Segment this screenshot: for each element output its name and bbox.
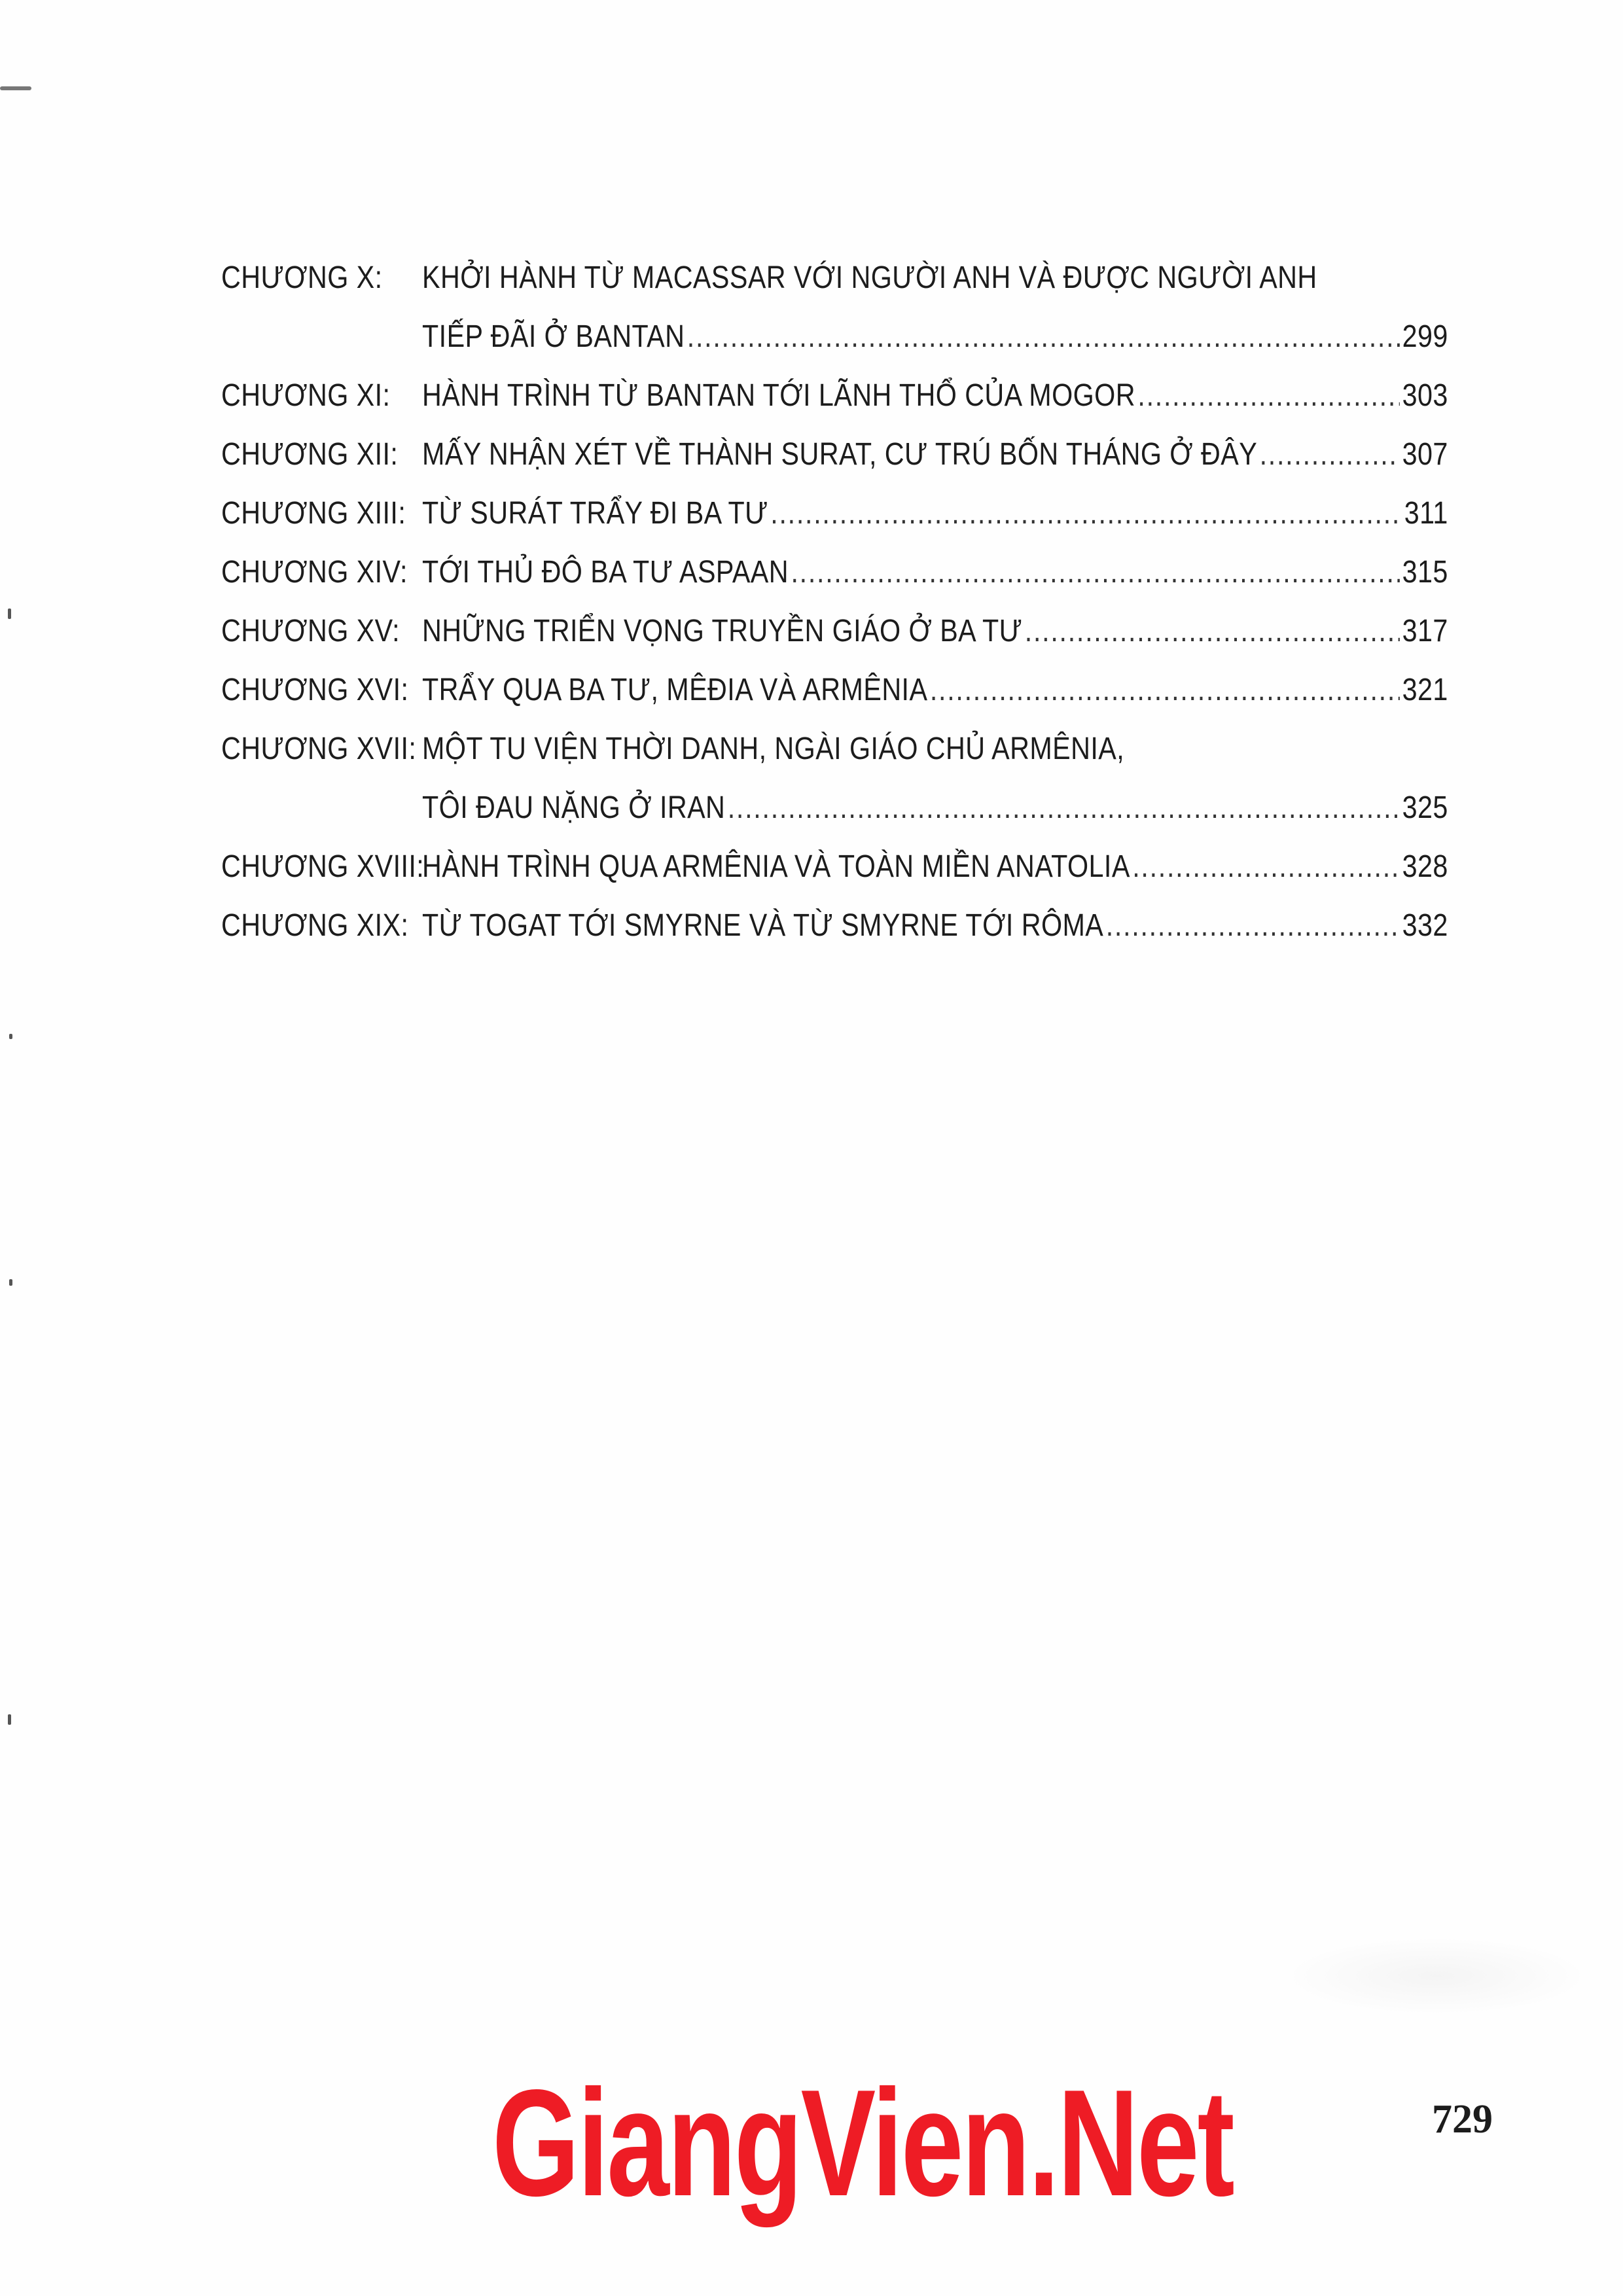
toc-entry-chapter-xi [221,366,1448,425]
chapter-title-line: KHỞI HÀNH TỪ MACASSAR VỚI NGƯỜI ANH VÀ ĐƯỢC NGƯỜI ANH [422,260,1317,295]
page-number: 315 [1402,555,1448,590]
chapter-title-line: MỘT TU VIỆN THỜI DANH, NGÀI GIÁO CHỦ ARMÊNIA, [422,732,1125,766]
page-number: 332 [1402,908,1448,943]
chapter-label: CHƯƠNG X: [221,260,383,295]
toc-entry-chapter-xvii [221,720,1448,838]
page-number: 307 [1402,437,1448,472]
chapter-label: CHƯƠNG XII: [221,437,399,472]
chapter-label: CHƯƠNG XVI: [221,673,409,707]
page-number: 317 [1402,614,1448,648]
toc-entry-chapter-xviii [221,838,1448,896]
scan-edge-mark [0,86,31,90]
watermark-logo: GiangVien.Net [492,2058,1233,2228]
dot-leader [1106,896,1400,955]
toc-entry-chapter-xiii [221,484,1448,543]
dot-leader [1137,366,1400,425]
chapter-title-line: TỚI THỦ ĐÔ BA TƯ ASPAAN [422,555,789,590]
toc-entry-chapter-xv [221,602,1448,661]
chapter-label: CHƯƠNG XI: [221,378,391,413]
chapter-title-line: TỪ SURÁT TRẨY ĐI BA TƯ [422,496,768,531]
dot-leader [1260,425,1400,484]
toc-entry-chapter-xix [221,896,1448,955]
dot-leader [1025,602,1400,661]
dot-leader [791,543,1400,602]
toc-entry-chapter-xiv [221,543,1448,602]
page-number: 303 [1402,378,1448,413]
chapter-label: CHƯƠNG XIII: [221,496,406,531]
scan-speck [8,1714,11,1725]
dot-leader [930,661,1400,720]
chapter-title-line: HÀNH TRÌNH TỪ BANTAN TỚI LÃNH THỔ CỦA MOGOR [422,378,1135,413]
chapter-label: CHƯƠNG XVII: [221,732,417,766]
page-number: 299 [1402,319,1448,354]
chapter-title-line: TIẾP ĐÃI Ở BANTAN [422,319,685,354]
table-of-contents [221,249,1465,955]
chapter-title-line: MẤY NHẬN XÉT VỀ THÀNH SURAT, CƯ TRÚ BỐN THÁNG Ở ĐÂY [422,437,1258,472]
chapter-title-line: TỪ TOGAT TỚI SMYRNE VÀ TỪ SMYRNE TỚI RÔMA [422,908,1104,943]
chapter-label: CHƯƠNG XV: [221,614,400,648]
chapter-label: CHƯƠNG XVIII: [221,849,425,884]
chapter-title-line: TÔI ĐAU NẶNG Ở IRAN [422,790,726,825]
scan-shadow [1283,1937,1590,2015]
dot-leader [728,779,1400,838]
chapter-label: CHƯƠNG XIX: [221,908,409,943]
toc-entry-chapter-xii [221,425,1448,484]
page-number: 328 [1402,849,1448,884]
chapter-title-line: NHỮNG TRIỂN VỌNG TRUYỀN GIÁO Ở BA TƯ [422,614,1023,648]
chapter-title-line: HÀNH TRÌNH QUA ARMÊNIA VÀ TOÀN MIỀN ANATOLIA [422,849,1130,884]
scan-speck [9,1034,12,1039]
toc-entry-chapter-xvi [221,661,1448,720]
chapter-title-line: TRẨY QUA BA TƯ, MÊĐIA VÀ ARMÊNIA [422,673,928,707]
chapter-label: CHƯƠNG XIV: [221,555,408,590]
page-folio-number: 729 [1432,2097,1493,2142]
dot-leader [687,308,1400,366]
dot-leader [770,484,1402,543]
toc-entry-chapter-x [221,249,1448,366]
scan-speck [8,609,11,619]
scan-speck [9,1279,12,1286]
page-number: 325 [1402,790,1448,825]
page-number: 321 [1402,673,1448,707]
dot-leader [1132,838,1400,896]
page-number: 311 [1404,496,1448,531]
